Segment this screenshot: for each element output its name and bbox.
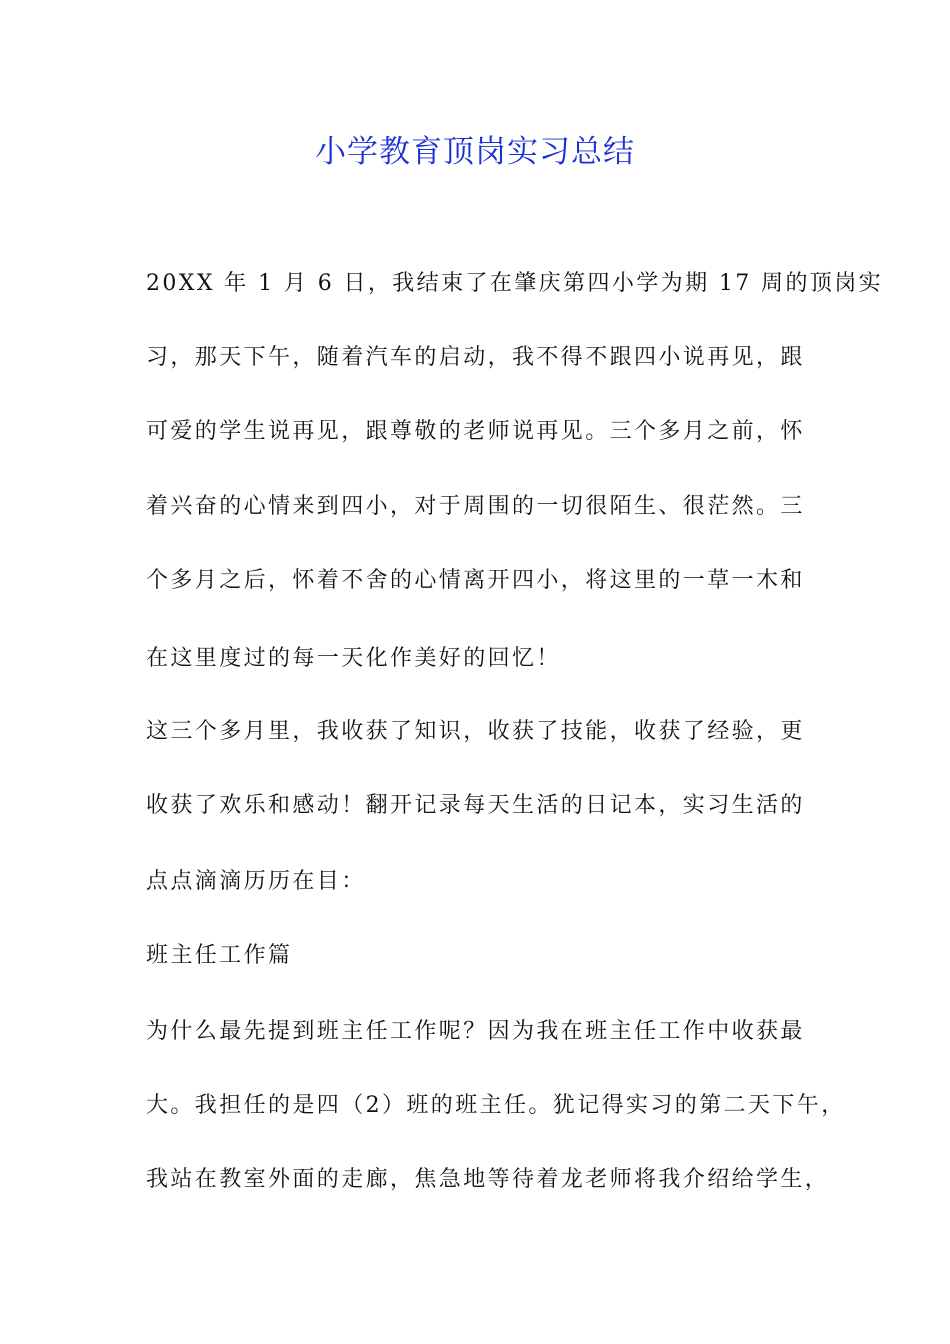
section-heading: 班主任工作篇 [146,943,293,968]
body-line: 着兴奋的心情来到四小，对于周围的一切很陌生、很茫然。三 [146,494,805,519]
body-line: 可爱的学生说再见，跟尊敬的老师说再见。三个多月之前，怀 [146,419,805,444]
body-line: 这三个多月里，我收获了知识，收获了技能，收获了经验，更 [146,719,805,744]
document-title: 小学教育顶岗实习总结 [315,134,635,170]
body-line: 点点滴滴历历在目： [146,869,366,894]
body-line: 20XX 年 1 月 6 日，我结束了在肇庆第四小学为期 17 周的顶岗实 [146,271,884,296]
body-line: 个多月之后，怀着不舍的心情离开四小，将这里的一草一木和 [146,568,805,593]
body-line: 在这里度过的每一天化作美好的回忆！ [146,646,561,671]
body-line: 为什么最先提到班主任工作呢？因为我在班主任工作中收获最 [146,1019,805,1044]
body-line: 习，那天下午，随着汽车的启动，我不得不跟四小说再见，跟 [146,345,805,370]
body-line: 大。我担任的是四（2）班的班主任。犹记得实习的第二天下午， [146,1093,846,1118]
body-line: 我站在教室外面的走廊，焦急地等待着龙老师将我介绍给学生， [146,1167,830,1192]
body-line: 收获了欢乐和感动！翻开记录每天生活的日记本，实习生活的 [146,793,805,818]
